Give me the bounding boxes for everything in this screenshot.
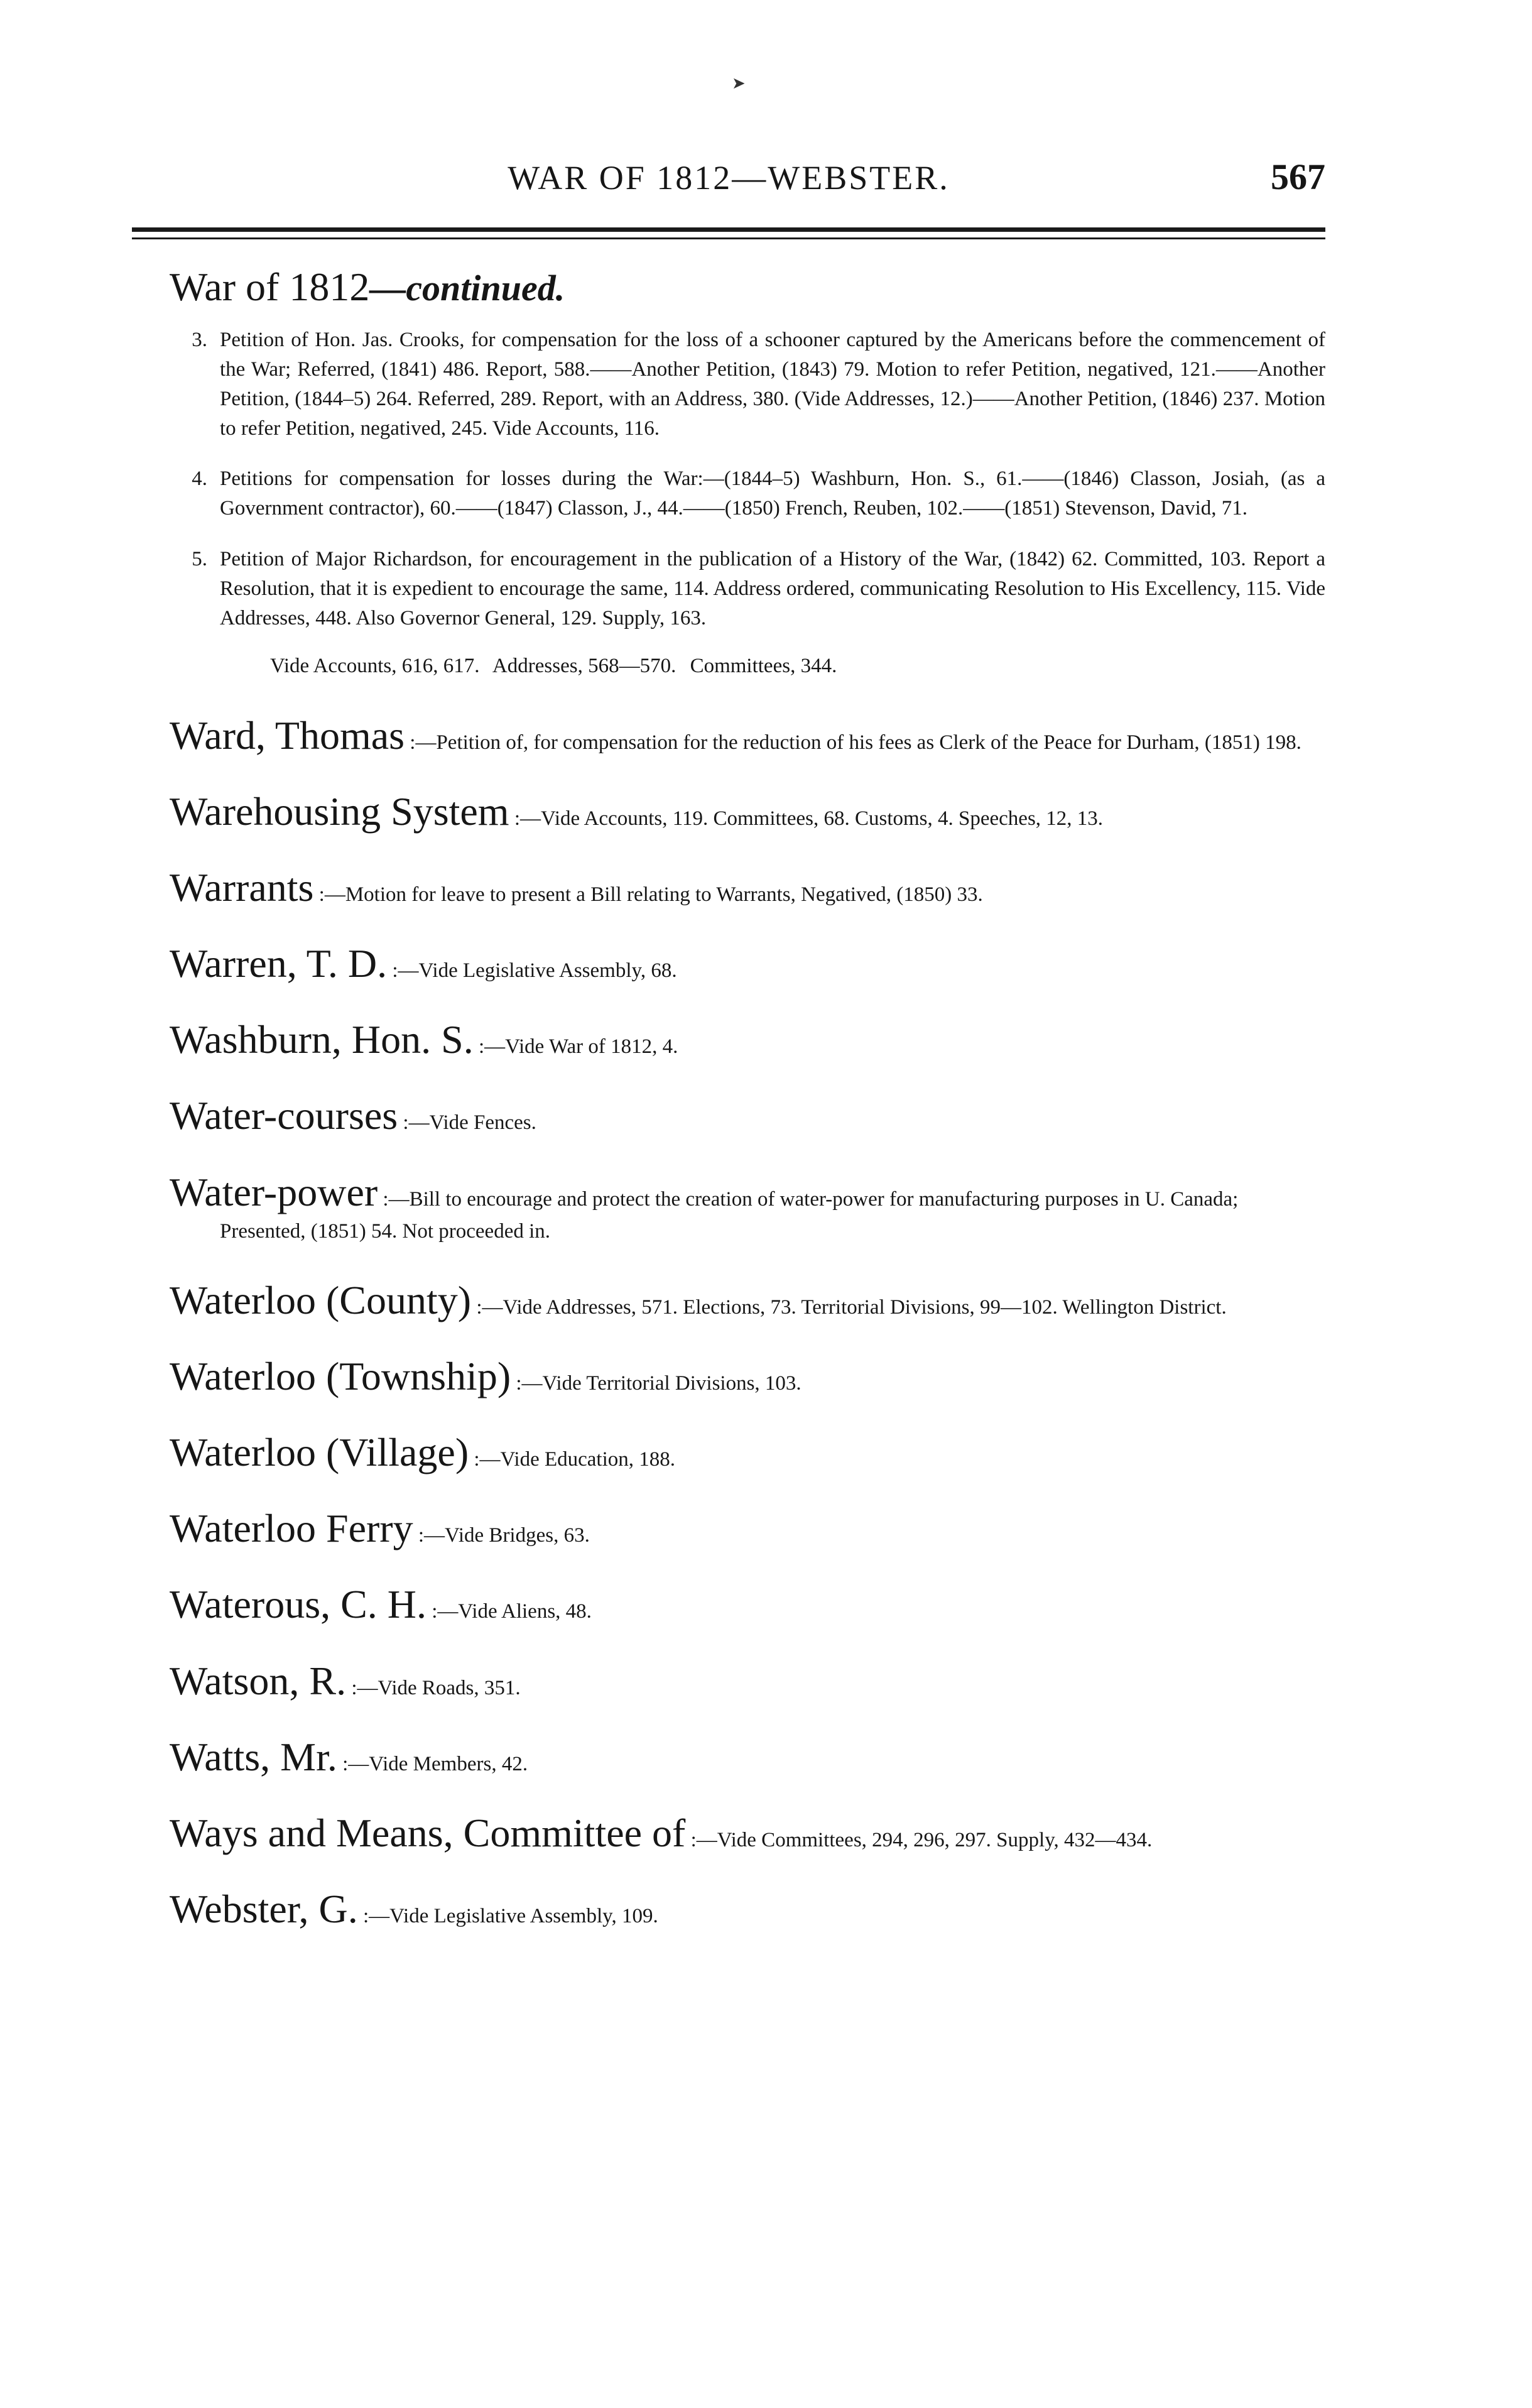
section-title-suffix: —continued. xyxy=(369,268,565,308)
printer-mark: ➤ xyxy=(732,74,746,92)
item-text: Petition of Major Richardson, for encouragement in the publication of a History of the War, (1842) 62. Committed, 103. Report a Resolution, that it is expedient to encourage the same, 114. Address ordered, communicating Resolution to His Excellency, 115. Vide Addresses, 448. Also Governor General, 129. Supply, 163. xyxy=(220,548,1325,629)
entry-separator: :— xyxy=(337,1752,369,1775)
running-head: WAR OF 1812—WEBSTER. xyxy=(508,159,950,197)
index-entry xyxy=(132,865,1325,911)
entry-separator: :— xyxy=(413,1524,445,1547)
entry-headword: Warrants xyxy=(170,865,314,910)
index-entry xyxy=(132,1169,1325,1248)
entry-headword: Ways and Means, Committee of xyxy=(170,1810,686,1855)
index-entry xyxy=(132,1093,1325,1139)
entry-separator: :— xyxy=(685,1828,717,1851)
entry-headword: Waterloo (Township) xyxy=(170,1354,511,1398)
index-entry xyxy=(132,1017,1325,1063)
index-entry xyxy=(132,1584,1325,1628)
extra-ref: Addresses, 568—570. xyxy=(492,654,676,677)
entry-separator: :— xyxy=(509,807,541,830)
page-header xyxy=(132,156,1325,212)
index-entry xyxy=(132,1356,1325,1400)
index-entry xyxy=(132,941,1325,987)
header-rule-thin xyxy=(132,237,1325,239)
index-entry xyxy=(132,1508,1325,1552)
header-rule-thick xyxy=(132,227,1325,232)
entry-text: Vide Bridges, 63. xyxy=(445,1524,590,1547)
index-entry xyxy=(132,1886,1325,1932)
section-title xyxy=(170,264,1325,310)
extra-ref: Vide Accounts, 616, 617. xyxy=(270,654,480,677)
index-entry xyxy=(132,1277,1325,1324)
entry-text: Vide Roads, 351. xyxy=(378,1676,521,1699)
list-item xyxy=(132,464,1325,523)
entry-headword: Water-courses xyxy=(170,1093,398,1138)
entry-headword: Waterous, C. H. xyxy=(170,1582,426,1627)
entry-text: Vide Addresses, 571. Elections, 73. Territorial Divisions, 99—102. Wellington District. xyxy=(503,1295,1227,1319)
index-entry xyxy=(132,1810,1325,1856)
entry-headword: Waterloo Ferry xyxy=(170,1506,413,1551)
entry-text: Vide Territorial Divisions, 103. xyxy=(542,1372,801,1395)
extra-ref: Committees, 344. xyxy=(690,654,837,677)
entry-text: Vide Fences. xyxy=(429,1111,536,1135)
entry-headword: Washburn, Hon. S. xyxy=(170,1017,474,1062)
entry-text: Vide Legislative Assembly, 109. xyxy=(389,1904,658,1927)
item-text: Petitions for compensation for losses during the War:—(1844–5) Washburn, Hon. S., 61.——(1846) Classon, Josiah, (as a Government contractor), 60.——(1847) Classon, J., 44.——(1850) French, Reuben, 102.——(1851) Stevenson, David, 71. xyxy=(220,467,1325,520)
page-number: 567 xyxy=(1271,156,1325,197)
entry-separator: :— xyxy=(387,959,419,983)
section-title-text: War of 1812 xyxy=(170,264,370,309)
entry-headword: Watts, Mr. xyxy=(170,1734,337,1779)
item-number: 3. xyxy=(192,329,207,351)
item-number: 5. xyxy=(192,548,207,571)
entry-text: Vide Committees, 294, 296, 297. Supply, 432—434. xyxy=(717,1828,1153,1851)
entry-separator: :— xyxy=(471,1295,503,1319)
entry-separator: :— xyxy=(469,1448,501,1471)
entry-separator: :— xyxy=(346,1676,378,1699)
entry-headword: Water-power xyxy=(170,1169,378,1214)
entry-separator: :— xyxy=(357,1904,390,1927)
entry-text: Vide Aliens, 48. xyxy=(458,1600,592,1623)
entry-separator: :— xyxy=(426,1600,459,1623)
entry-text: Bill to encourage and protect the creation of water-power for manufacturing purposes in U. Canada; Presented, (1851) 54. Not proceeded in. xyxy=(220,1187,1239,1243)
entry-headword: Waterloo (Village) xyxy=(170,1430,469,1475)
entry-headword: Warehousing System xyxy=(170,788,509,834)
list-item xyxy=(132,325,1325,443)
entry-text: Motion for leave to present a Bill relating to Warrants, Negatived, (1850) 33. xyxy=(345,883,983,907)
entry-headword: Watson, R. xyxy=(170,1658,347,1703)
extra-references xyxy=(270,655,1325,678)
entry-text: Vide Legislative Assembly, 68. xyxy=(418,959,677,983)
item-text: Petition of Hon. Jas. Crooks, for compensation for the loss of a schooner captured by the Americans before the commencement of the War; Referred, (1841) 486. Report, 588.——Another Petition, (1843) 79. Motion to refer Petition, negatived, 121.——Another Petition, (1844–5) 264. Referred, 289. Report, with an Address, 380. (Vide Addresses, 12.)——Another Petition, (1846) 237. Motion to refer Petition, negatived, 245. Vide Accounts, 116. xyxy=(220,329,1325,440)
entry-headword: Ward, Thomas xyxy=(170,712,405,758)
entry-separator: :— xyxy=(398,1111,430,1135)
entry-text: Vide Members, 42. xyxy=(369,1752,528,1775)
entry-text: Vide Accounts, 119. Committees, 68. Customs, 4. Speeches, 12, 13. xyxy=(540,807,1104,830)
entry-separator: :— xyxy=(378,1187,410,1211)
index-entry xyxy=(132,788,1325,835)
index-entry xyxy=(132,712,1325,759)
entry-separator: :— xyxy=(473,1035,506,1059)
entry-separator: :— xyxy=(405,731,437,754)
index-entry xyxy=(132,1734,1325,1780)
index-entry xyxy=(132,1658,1325,1704)
entry-text: Vide Education, 188. xyxy=(500,1448,676,1471)
index-body xyxy=(132,264,1325,1965)
entry-headword: Warren, T. D. xyxy=(170,941,388,986)
index-entry xyxy=(132,1432,1325,1476)
entry-headword: Waterloo (County) xyxy=(170,1277,472,1322)
entry-text: Petition of, for compensation for the reduction of his fees as Clerk of the Peace for Durham, (1851) 198. xyxy=(436,731,1301,754)
entry-separator: :— xyxy=(511,1372,543,1395)
entry-separator: :— xyxy=(313,883,345,907)
list-item xyxy=(132,545,1325,633)
entry-headword: Webster, G. xyxy=(170,1886,358,1931)
entry-text: Vide War of 1812, 4. xyxy=(505,1035,678,1059)
item-number: 4. xyxy=(192,467,207,491)
